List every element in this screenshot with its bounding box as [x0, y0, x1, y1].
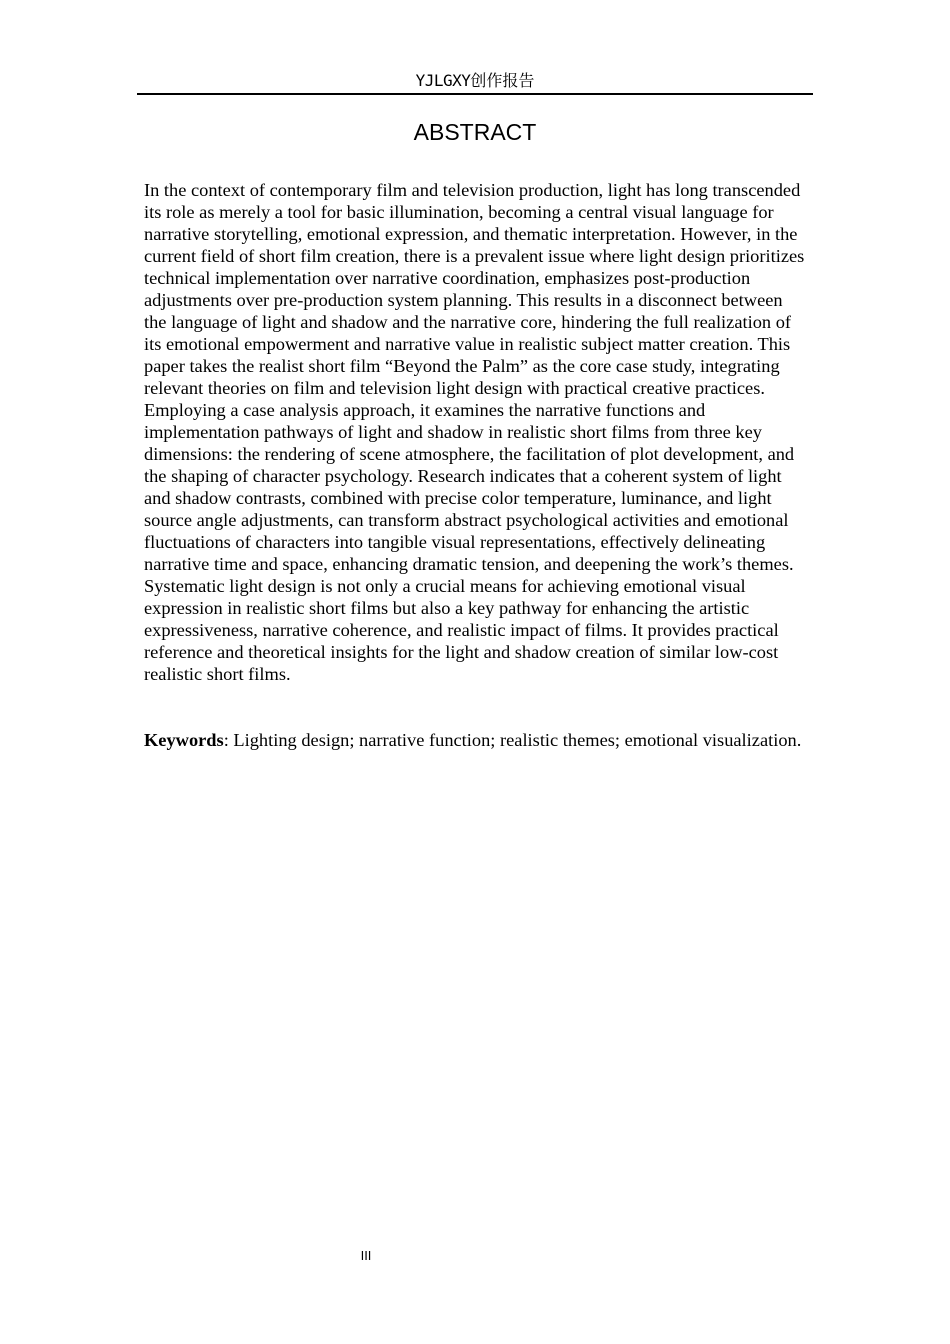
page-header	[137, 69, 813, 95]
header-title-latin: YJLGXY	[415, 71, 471, 90]
keywords-text: : Lighting design; narrative function; realistic themes; emotional visualization.	[223, 730, 802, 750]
page-number: III	[360, 1248, 372, 1263]
abstract-heading: ABSTRACT	[413, 119, 537, 145]
keywords-label: Keywords	[144, 730, 224, 750]
header-title-chinese: 创作报告	[470, 71, 535, 90]
abstract-body: In the context of contemporary film and television production, light has long transcended its role as merely a tool for basic illumination, becoming a central visual language for narrative storytelling, emotional expression, and thematic interpretation. However, in the current field of short film creation, there is a prevalent issue where light design prioritizes technical implementation over narrative coordination, emphasizes post-production adjustments over pre-production system planning. This results in a disconnect between the language of light and shadow and the narrative core, hindering the full realization of its emotional empowerment and narrative value in realistic subject matter creation. This paper takes the realist short film “Beyond the Palm” as the core case study, integrating relevant theories on film and television light design with practical creative practices. Employing a case analysis approach, it examines the narrative functions and implementation pathways of light and shadow in realistic short films from three key dimensions: the rendering of scene atmosphere, the facilitation of plot development, and the shaping of character psychology. Research indicates that a coherent system of light and shadow contrasts, combined with precise color temperature, luminance, and light source angle adjustments, can transform abstract psychological activities and emotional fluctuations of characters into tangible visual representations, effectively delineating narrative time and space, enhancing dramatic tension, and deepening the work’s themes. Systematic light design is not only a crucial means for achieving emotional visual expression in realistic short films but also a key pathway for enhancing the artistic expressiveness, narrative coherence, and realistic impact of films. It provides practical reference and theoretical insights for the light and shadow creation of similar low-cost realistic short films.	[144, 180, 805, 684]
keywords-paragraph	[144, 729, 808, 751]
